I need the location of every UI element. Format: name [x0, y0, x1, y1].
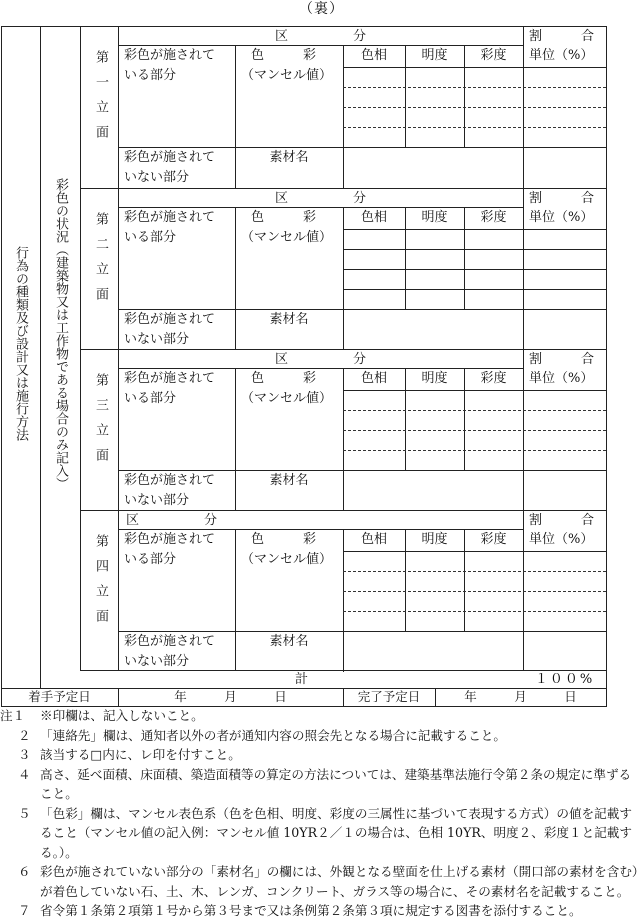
munsell-label: （マンセル値）	[241, 68, 333, 83]
notes-section	[0, 706, 643, 921]
uncolored-part-label: いない部分	[124, 493, 190, 508]
uncolored-part-label: 彩色が施されて	[124, 473, 216, 488]
hue-header: 色相	[360, 210, 387, 225]
rule-line	[343, 309, 344, 350]
note-number: ７	[18, 903, 31, 918]
uncolored-part-label: 彩色が施されて	[124, 634, 216, 649]
hue-header: 色相	[360, 48, 387, 63]
chroma-header: 彩度	[480, 371, 507, 386]
colored-part-label: 彩色が施されて	[124, 48, 216, 63]
uncolored-part-label: 彩色が施されて	[124, 150, 216, 165]
dashed-line	[343, 450, 606, 451]
end-date-value: 年 月 日	[464, 689, 577, 704]
rule-line	[343, 269, 606, 270]
total-value: １００%	[534, 672, 595, 687]
left-label: 行為の種類及び設計又は施行方法	[13, 246, 28, 441]
rule-line	[343, 249, 606, 250]
dashed-line	[343, 410, 606, 411]
colored-part-label: いる部分	[124, 230, 177, 245]
note-number: ５	[18, 805, 31, 821]
material-label: 素材名	[269, 312, 309, 327]
value-header: 明度	[421, 48, 448, 63]
note-text: 「色彩」欄は、マンセル表色系（色を色相、明度、彩度の三属性に基づいて表現する方式）の値を記載すること（マンセル値の記入例：マンセル値 10YR２／１の場合は、色相 10YR、明度２、彩度１と記載する。）。	[40, 805, 632, 860]
note-item	[0, 862, 643, 901]
color-label: 色 彩	[251, 48, 317, 63]
rule-line	[118, 26, 119, 670]
elevation-label-2: 第二立面	[93, 212, 108, 312]
note-text: 彩色が施されていない部分の「素材名」の欄には、外観となる壁面を仕上げる素材（開口部の素材を含む）が着色していない石、土、木、レンガ、コンクリート、ガラス等の場合に、その素材名を記載すること。	[40, 864, 639, 899]
chroma-header: 彩度	[480, 532, 507, 547]
note-text: 高さ、延べ面積、床面積、築造面積等の算定の方法については、建築基準法施行令第２条の規定に準ずること。	[40, 766, 632, 801]
note-number: ２	[18, 727, 31, 743]
colored-part-label: 彩色が施されて	[124, 532, 216, 547]
ratio-header: 割 合	[529, 29, 595, 44]
rule-line	[40, 26, 41, 688]
uncolored-part-label: いない部分	[124, 332, 190, 347]
note-text: 「連絡先」欄は、通知者以外の者が通知内容の照会先となる場合に記載すること。	[40, 727, 506, 743]
munsell-label: （マンセル値）	[241, 552, 333, 567]
material-label: 素材名	[269, 150, 309, 165]
note-item	[0, 804, 643, 863]
note-text: 省令第１条第２項第１号から第３号まで又は条例第２条第３項に規定する図書を添付すること。	[40, 903, 582, 918]
dashed-line	[343, 127, 606, 128]
start-date-value: 年 月 日	[174, 689, 287, 704]
color-label: 色 彩	[251, 210, 317, 225]
dashed-line	[343, 107, 606, 108]
note-item	[0, 726, 643, 746]
note-number: 注１	[0, 708, 26, 723]
hue-header: 色相	[360, 371, 387, 386]
uncolored-part-label: いない部分	[124, 654, 190, 669]
dashed-line	[343, 87, 606, 88]
note-item	[0, 745, 643, 765]
dashed-line	[343, 611, 606, 612]
dashed-line	[343, 571, 606, 572]
munsell-label: （マンセル値）	[241, 391, 333, 406]
note-number: ６	[18, 864, 31, 879]
kubun-header: 区 分	[274, 29, 366, 44]
sub-label: 彩色の状況（建築物又は工作物である場合のみ記入）	[53, 178, 68, 490]
elevation-label-1: 第一立面	[93, 50, 108, 150]
value-header: 明度	[421, 210, 448, 225]
note-number: ３	[18, 747, 31, 762]
note-item	[0, 706, 643, 726]
rule-line	[343, 67, 606, 68]
page-title: （裏）	[299, 1, 344, 17]
start-date-label: 着手予定日	[28, 689, 91, 704]
material-label: 素材名	[269, 634, 309, 649]
colored-part-label: 彩色が施されて	[124, 371, 216, 386]
rule-line	[343, 390, 606, 391]
rule-line	[343, 147, 344, 188]
end-date-label: 完了予定日	[357, 689, 421, 704]
note-text: ※印欄は、記入しないこと。	[40, 708, 204, 723]
ratio-unit: 単位（%）	[529, 210, 594, 225]
dashed-line	[343, 430, 606, 431]
note-number: ４	[18, 766, 31, 782]
note-text: 該当する□内に、レ印を付すこと。	[40, 747, 241, 762]
value-header: 明度	[421, 371, 448, 386]
total-label: 計	[294, 672, 308, 687]
uncolored-part-label: いない部分	[124, 170, 190, 185]
rule-line	[523, 26, 524, 670]
ratio-header: 割 合	[529, 352, 595, 367]
color-label: 色 彩	[251, 532, 317, 547]
rule-line	[80, 26, 81, 670]
ratio-unit: 単位（%）	[529, 48, 594, 63]
munsell-label: （マンセル値）	[241, 230, 333, 245]
value-header: 明度	[421, 532, 448, 547]
ratio-header: 割 合	[529, 513, 595, 528]
chroma-header: 彩度	[480, 48, 507, 63]
kubun-header: 区 分	[274, 352, 366, 367]
rule-line	[343, 631, 344, 672]
ratio-unit: 単位（%）	[529, 371, 594, 386]
elevation-label-3: 第三立面	[93, 373, 108, 473]
hue-header: 色相	[360, 532, 387, 547]
uncolored-part-label: 彩色が施されて	[124, 312, 216, 327]
ratio-header: 割 合	[529, 191, 595, 206]
material-label: 素材名	[269, 473, 309, 488]
note-item	[0, 765, 643, 804]
ratio-unit: 単位（%）	[529, 532, 594, 547]
dashed-line	[343, 591, 606, 592]
rule-line	[343, 229, 606, 230]
chroma-header: 彩度	[480, 210, 507, 225]
colored-part-label: いる部分	[124, 391, 177, 406]
elevation-label-4: 第四立面	[93, 534, 108, 634]
color-label: 色 彩	[251, 371, 317, 386]
rule-line	[343, 551, 606, 552]
colored-part-label: いる部分	[124, 552, 177, 567]
note-item	[0, 901, 643, 921]
kubun-header: 区 分	[126, 513, 218, 528]
kubun-header: 区 分	[274, 191, 366, 206]
rule-line	[343, 470, 344, 511]
colored-part-label: 彩色が施されて	[124, 210, 216, 225]
colored-part-label: いる部分	[124, 68, 177, 83]
rule-line	[343, 289, 606, 290]
